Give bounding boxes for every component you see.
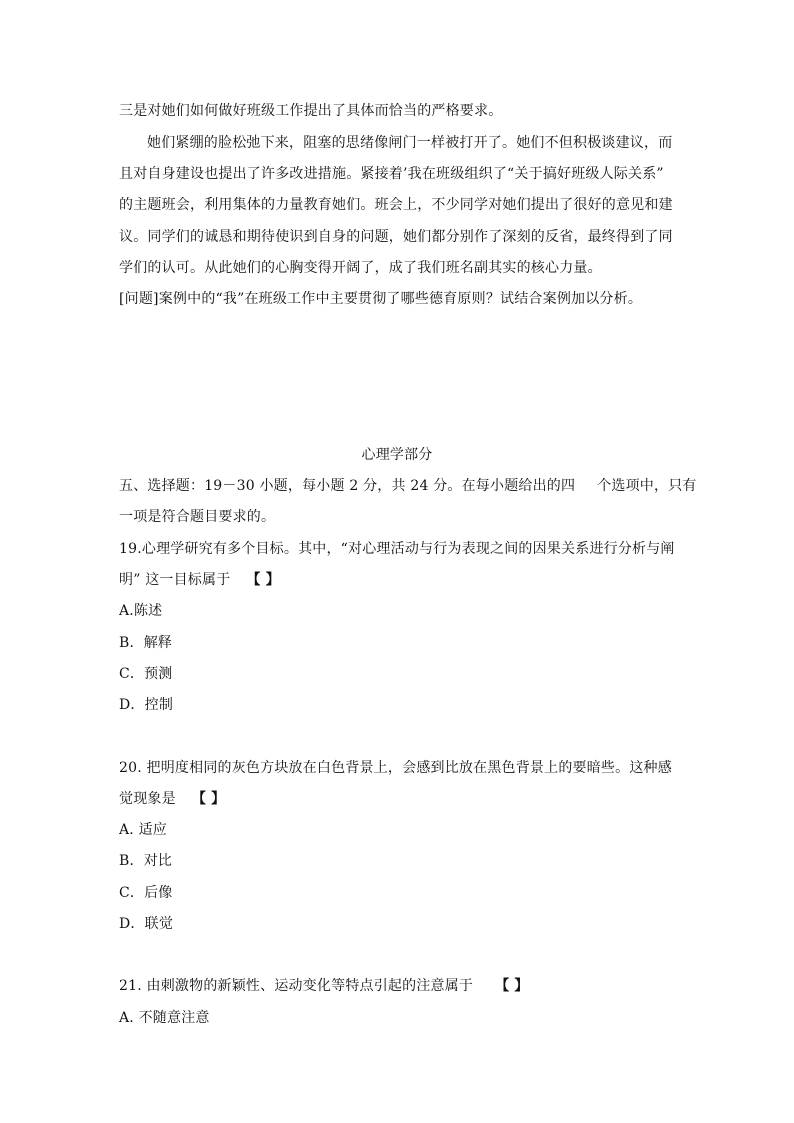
q20-option-b: B．对比 bbox=[119, 853, 173, 869]
q19-option-d: D．控制 bbox=[119, 697, 174, 713]
q20-stem-line-2 bbox=[119, 789, 225, 809]
q20-stem-text: 觉现象是 bbox=[119, 791, 176, 807]
case-line-6: 学们的认可。从此她们的心胸变得开阔了，成了我们班名副其实的核心力量。 bbox=[119, 260, 602, 276]
instructions-part-b: 个选项中，只有 bbox=[597, 478, 697, 494]
q19-stem-line-2 bbox=[119, 570, 280, 590]
q19-option-b: B．解释 bbox=[119, 635, 173, 651]
q20-option-c: C．后像 bbox=[119, 885, 173, 901]
case-line-4: 的主题班会，利用集体的力量教育她们。班会上，不少同学对她们提出了很好的意见和建 bbox=[119, 197, 673, 213]
q21-stem-line-1 bbox=[119, 976, 529, 996]
case-question: [问题]案例中的“我”在班级工作中主要贯彻了哪些德育原则？试结合案例加以分析。 bbox=[119, 291, 643, 307]
section-instructions-line-1 bbox=[119, 476, 697, 496]
case-line-1: 三是对她们如何做好班级工作提出了具体而恰当的严格要求。 bbox=[119, 103, 503, 119]
q21-answer-bracket: 【 】 bbox=[495, 978, 529, 994]
q19-stem-text: 明” 这一目标属于 bbox=[119, 572, 231, 588]
q21-option-a: A. 不随意注意 bbox=[119, 1010, 210, 1026]
q20-stem-line-1: 20. 把明度相同的灰色方块放在白色背景上，会感到比放在黑色背景上的要暗些。这种感 bbox=[119, 760, 672, 776]
q21-stem-text: 21. 由刺激物的新颖性、运动变化等特点引起的注意属于 bbox=[119, 978, 474, 994]
q20-answer-bracket: 【 】 bbox=[191, 791, 226, 807]
q19-option-a: A.陈述 bbox=[119, 603, 163, 619]
case-line-5: 议。同学们的诚恳和期待使识到自身的问题，她们都分别作了深刻的反省，最终得到了同 bbox=[119, 229, 673, 245]
case-line-2: 她们紧绷的脸松弛下来，阻塞的思绪像闸门一样被打开了。她们不但积极谈建议，而 bbox=[147, 135, 673, 151]
section-title: 心理学部分 bbox=[361, 447, 433, 463]
case-line-3: 且对自身建设也提出了许多改进措施。紧接着’我在班级组织了“关于搞好班级人际关系” bbox=[119, 166, 664, 182]
q19-option-c: C．预测 bbox=[119, 666, 173, 682]
section-instructions-line-2: 一项是符合题目要求的。 bbox=[119, 509, 276, 525]
instructions-part-a: 五、选择题：19－30 小题，每小题 2 分，共 24 分。在每小题给出的四 bbox=[119, 478, 576, 494]
q20-option-a: A. 适应 bbox=[119, 822, 168, 838]
q20-option-d: D．联觉 bbox=[119, 916, 174, 932]
q19-stem-line-1: 19.心理学研究有多个目标。其中，“对心理活动与行为表现之间的因果关系进行分析与阐 bbox=[119, 541, 675, 557]
q19-answer-bracket: 【 】 bbox=[246, 572, 280, 588]
